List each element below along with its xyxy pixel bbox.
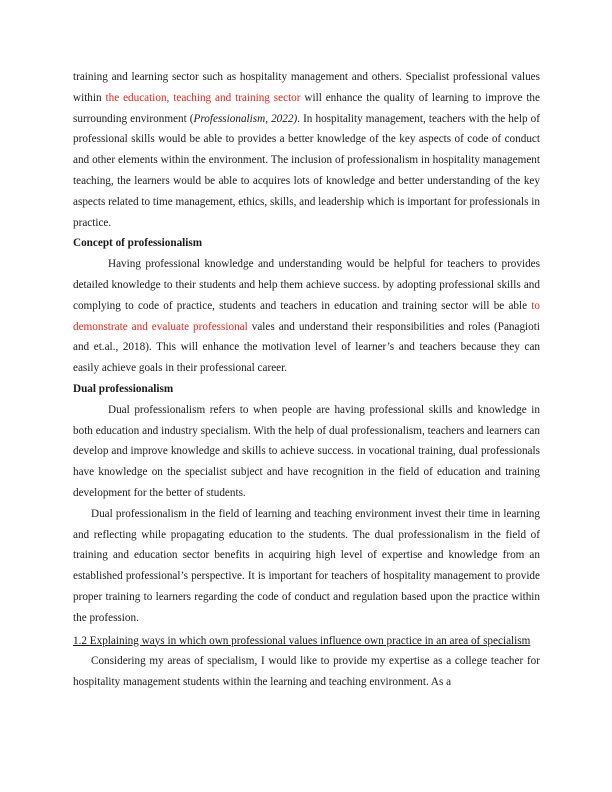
paragraph-dual-1: Dual professionalism refers to when people are having professional skills and knowledge in both education and industry specialism. With the help of dual professionalism, teachers and learners can develop and improve knowledge and skills to achieve success. in vocational training, dual professionals have knowledge on the specialist subject and have recognition in the field of education and training development for the better of students.	[73, 403, 540, 499]
highlighted-text: to demonstrate and evaluate professional	[73, 299, 540, 333]
paragraph-concept	[73, 254, 540, 379]
text-run: ). This will enhance the motivation level of learner’s and teachers because they can easily achieve goals in their professional career.	[73, 341, 540, 375]
heading-dual-professionalism: Dual professionalism	[73, 382, 174, 395]
text-run: will enhance the quality of learning to improve the surrounding environment (	[73, 91, 540, 125]
paragraph-dual-2: Dual professionalism in the field of learning and teaching environment invest their time in learning and reflecting while propagating education to the students. The dual professionalism in the field of training and education sector benefits in acquiring high level of expertise and knowledge from an established professional’s perspective. It is important for teachers of hospitality management to provide proper training to learners regarding the code of conduct and regulation based upon the practice within the profession.	[73, 507, 540, 624]
paragraph-intro	[73, 67, 540, 233]
text-run: training and learning sector such as hospitality management and others. Specialist professional values within	[73, 71, 540, 104]
citation: Panagioti and et.al., 2018	[73, 320, 540, 354]
subheading-1-2: 1.2 Explaining ways in which own professional values influence own practice in an area of specialism	[73, 634, 531, 647]
text-run: vales and understand their responsibilities and roles (	[247, 320, 498, 333]
citation: Professionalism, 2022)	[193, 112, 298, 125]
text-run: Having professional knowledge and understanding would be helpful for teachers to provides detailed knowledge to their students and help them achieve success. by adopting professional skills and complying to code of practice, students and teachers in education and training sector will be able	[73, 258, 540, 312]
highlighted-text: the education, teaching and training sector	[105, 91, 301, 104]
document-page	[73, 67, 540, 693]
paragraph-specialism: Considering my areas of specialism, I would like to provide my expertise as a college teacher for hospitality management students within the learning and teaching environment. As a	[73, 655, 540, 689]
heading-concept-of-professionalism: Concept of professionalism	[73, 237, 203, 250]
text-run: . In hospitality management, teachers with the help of professional skills would be able to provides a better knowledge of the key aspects of code of conduct and other elements within the environment. The inclusion of professionalism in hospitality management teaching, the learners would be able to acquires lots of knowledge and better understanding of the key aspects related to time management, ethics, skills, and leadership which is important for professionals in practice.	[73, 112, 540, 229]
